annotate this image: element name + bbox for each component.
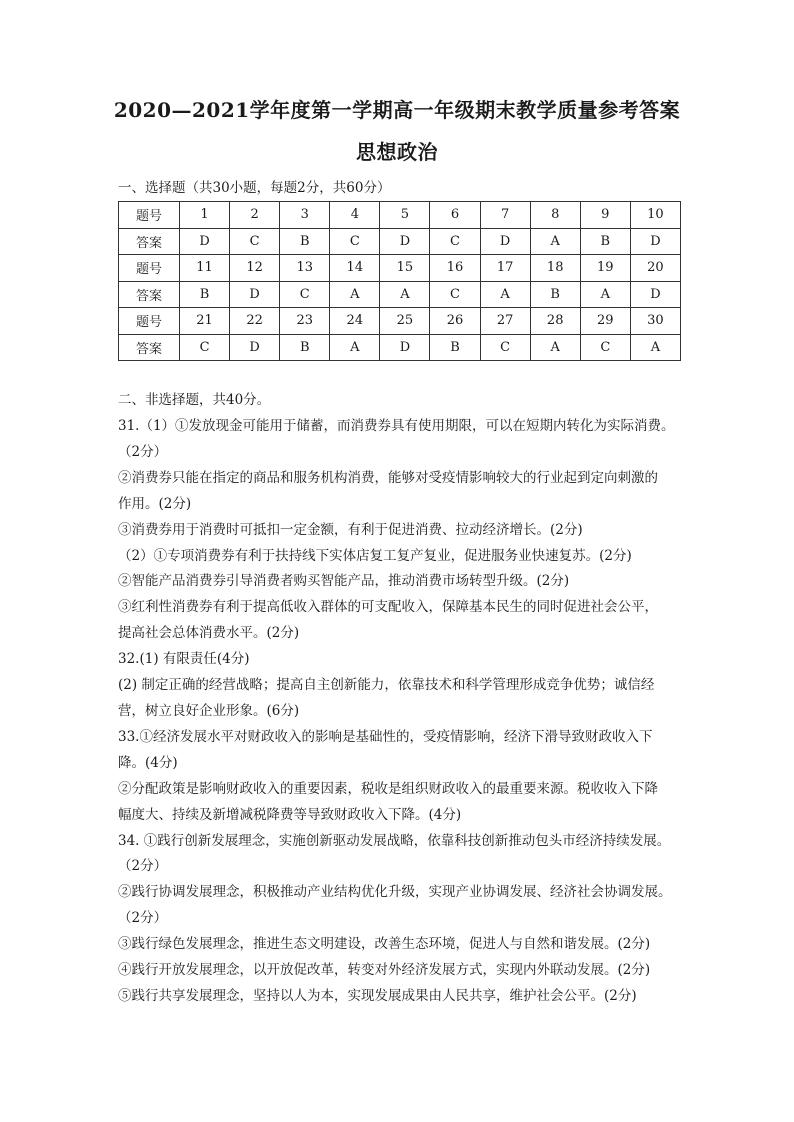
subject-title: 思想政治 (356, 140, 438, 164)
row-label: 题号 (119, 202, 180, 229)
answer-cell: A (580, 281, 630, 308)
answer-cell: C (230, 228, 280, 255)
question-number-cell: 15 (380, 255, 430, 282)
question-number-cell: 8 (530, 202, 580, 229)
question-number-cell: 2 (230, 202, 280, 229)
question-number-cell: 21 (180, 308, 230, 335)
answer-cell: A (480, 281, 530, 308)
answer-text-block (118, 414, 683, 1010)
answer-line: 降。(4分) (118, 754, 178, 771)
answer-cell: D (630, 281, 680, 308)
answer-line: （2分） (118, 910, 168, 927)
answer-cell: D (230, 334, 280, 361)
question-number-cell: 29 (580, 308, 630, 335)
question-number-cell: 1 (180, 202, 230, 229)
answer-cell: D (630, 228, 680, 255)
answer-line: （2分） (118, 443, 168, 460)
answer-row (119, 228, 681, 255)
answer-cell: A (380, 281, 430, 308)
answer-line: 营，树立良好企业形象。(6分) (118, 702, 300, 719)
question-number-cell: 26 (430, 308, 480, 335)
answer-cell: A (630, 334, 680, 361)
row-label: 题号 (119, 255, 180, 282)
answer-line: (2) 制定正确的经营战略；提高自主创新能力，依靠技术和科学管理形成竞争优势；诚信经 (118, 677, 655, 694)
answer-line: ③践行绿色发展理念，推进生态文明建设，改善生态环境，促进人与自然和谐发展。(2分) (118, 936, 651, 953)
question-number-cell: 12 (230, 255, 280, 282)
answer-line: ③红利性消费券有利于提高低收入群体的可支配收入，保障基本民生的同时促进社会公平， (118, 599, 658, 616)
answer-cell: B (430, 334, 480, 361)
question-number-cell: 25 (380, 308, 430, 335)
question-number-cell: 17 (480, 255, 530, 282)
question-number-row (119, 202, 681, 229)
question-number-cell: 22 (230, 308, 280, 335)
answer-cell: C (580, 334, 630, 361)
question-number-cell: 11 (180, 255, 230, 282)
question-number-cell: 27 (480, 308, 530, 335)
answer-row (119, 281, 681, 308)
answer-line: 作用。(2分) (118, 495, 192, 512)
question-number-row (119, 255, 681, 282)
question-number-cell: 30 (630, 308, 680, 335)
question-number-cell: 28 (530, 308, 580, 335)
answer-cell: A (330, 334, 380, 361)
answer-cell: D (380, 228, 430, 255)
answer-table (118, 201, 681, 361)
answer-cell: B (180, 281, 230, 308)
answer-line: 31.（1）①发放现金可能用于储蓄，而消费券具有使用期限，可以在短期内转化为实际消费。 (118, 418, 675, 434)
question-number-cell: 14 (330, 255, 380, 282)
question-number-cell: 18 (530, 255, 580, 282)
answer-cell: B (280, 334, 330, 361)
question-number-cell: 13 (280, 255, 330, 282)
question-number-row (119, 308, 681, 335)
answer-cell: C (330, 228, 380, 255)
answer-line: 32.(1) 有限责任(4分) (118, 651, 250, 668)
question-number-cell: 23 (280, 308, 330, 335)
question-number-cell: 6 (430, 202, 480, 229)
answer-line: ⑤践行共享发展理念，坚持以人为本，实现发展成果由人民共享，维护社会公平。(2分) (118, 987, 637, 1004)
answer-cell: C (180, 334, 230, 361)
row-label: 答案 (119, 228, 180, 255)
answer-cell: C (480, 334, 530, 361)
answer-cell: D (480, 228, 530, 255)
answer-cell: C (280, 281, 330, 308)
answer-cell: A (330, 281, 380, 308)
question-number-cell: 24 (330, 308, 380, 335)
question-number-cell: 7 (480, 202, 530, 229)
answer-cell: C (430, 281, 480, 308)
answer-cell: B (530, 281, 580, 308)
row-label: 答案 (119, 281, 180, 308)
answer-line: ②智能产品消费券引导消费者购买智能产品，推动消费市场转型升级。(2分) (118, 573, 570, 590)
answer-cell: B (280, 228, 330, 255)
question-number-cell: 3 (280, 202, 330, 229)
answer-line: 幅度大、持续及新增减税降费等导致财政收入下降。(4分) (118, 806, 462, 823)
question-number-cell: 9 (580, 202, 630, 229)
answer-line: ②践行协调发展理念，积极推动产业结构优化升级，实现产业协调发展、经济社会协调发展。 (118, 884, 672, 901)
page-title: 2020—2021学年度第一学期高一年级期末教学质量参考答案 (113, 98, 681, 122)
answer-cell: D (380, 334, 430, 361)
answer-line: （2）①专项消费券有利于扶持线下实体店复工复产复业，促进服务业快速复苏。(2分) (118, 547, 632, 564)
question-number-cell: 10 (630, 202, 680, 229)
question-number-cell: 4 (330, 202, 380, 229)
row-label: 答案 (119, 334, 180, 361)
question-number-cell: 20 (630, 255, 680, 282)
answer-cell: D (230, 281, 280, 308)
answer-cell: B (580, 228, 630, 255)
row-label: 题号 (119, 308, 180, 335)
question-number-cell: 19 (580, 255, 630, 282)
answer-line: 提高社会总体消费水平。(2分) (118, 625, 300, 642)
answer-line: ②消费券只能在指定的商品和服务机构消费，能够对受疫情影响较大的行业起到定向刺激的 (118, 469, 658, 486)
answer-line: 33.①经济发展水平对财政收入的影响是基础性的，受疫情影响，经济下滑导致财政收入下 (118, 728, 653, 745)
answer-cell: C (430, 228, 480, 255)
answer-row (119, 334, 681, 361)
answer-cell: A (530, 334, 580, 361)
answer-cell: D (180, 228, 230, 255)
answer-line: ②分配政策是影响财政收入的重要因素，税收是组织财政收入的最重要来源。税收收入下降 (118, 780, 658, 797)
section2-heading: 二、非选择题，共40分。 (118, 392, 271, 408)
question-number-cell: 5 (380, 202, 430, 229)
answer-line: ④践行开放发展理念，以开放促改革，转变对外经济发展方式，实现内外联动发展。(2分) (118, 962, 651, 979)
answer-line: ③消费券用于消费时可抵扣一定金额，有利于促进消费、拉动经济增长。(2分) (118, 521, 583, 538)
question-number-cell: 16 (430, 255, 480, 282)
section1-heading: 一、选择题（共30小题，每题2分，共60分） (118, 180, 391, 196)
answer-line: 34. ①践行创新发展理念，实施创新驱动发展战略，依靠科技创新推动包头市经济持续发展。 (118, 832, 671, 849)
answer-line: （2分） (118, 858, 168, 875)
answer-cell: A (530, 228, 580, 255)
